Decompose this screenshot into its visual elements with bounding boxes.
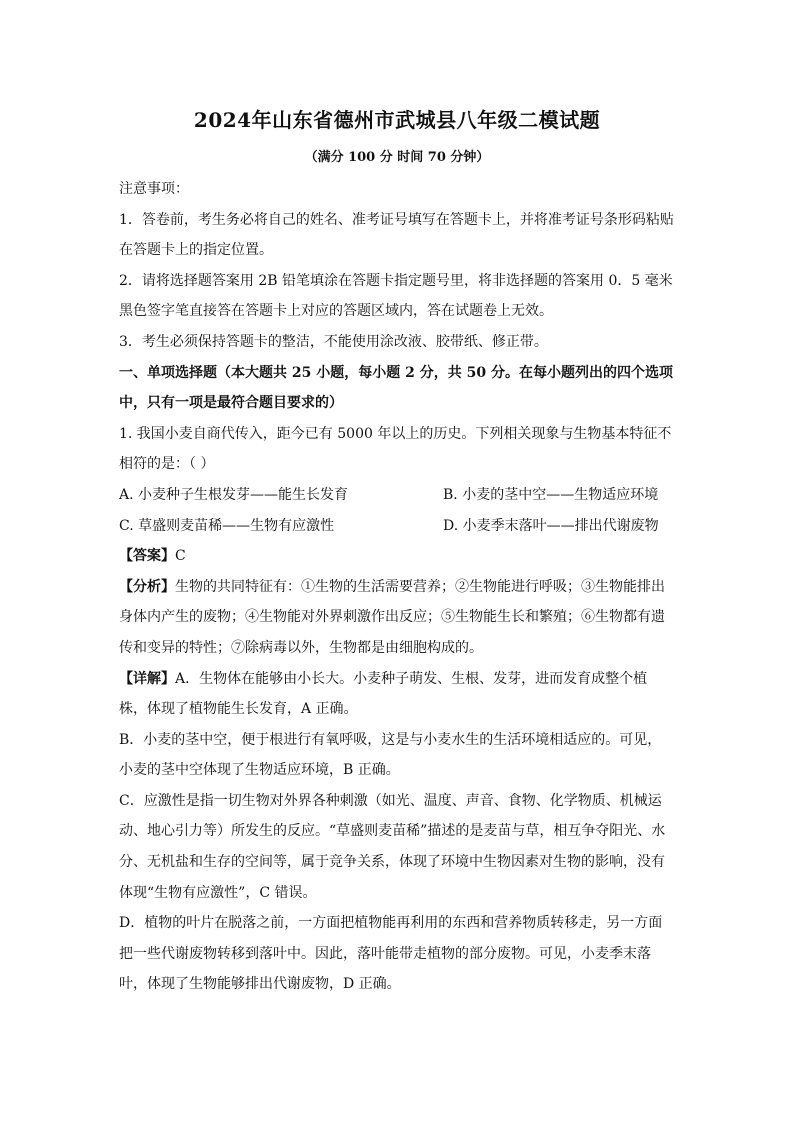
detail-line-3: B．小麦的茎中空，便于根进行有氧呼吸，这是与小麦水生的生活环境相适应的。可见， bbox=[119, 731, 662, 748]
detail-line-11: 叶，体现了生物能够排出代谢废物，D 正确。 bbox=[119, 976, 401, 993]
options-row-2 bbox=[119, 511, 679, 542]
notice-item-3-line-1: 3．考生必须保持答题卡的整洁，不能使用涂改液、胶带纸、修正带。 bbox=[119, 333, 548, 350]
detail-line-10: 把一些代谢废物转移到落叶中。因此，落叶能带走植物的部分废物。可见，小麦季末落 bbox=[119, 945, 651, 962]
options-row-1 bbox=[119, 480, 679, 511]
notice-item-2-line-2: 黑色签字笔直接答在答题卡上对应的答题区域内，答在试题卷上无效。 bbox=[119, 303, 553, 320]
answer-tag: 【答案】 bbox=[119, 548, 175, 565]
detail-line-2: 株，体现了植物能生长发育，A 正确。 bbox=[119, 701, 358, 718]
analysis-tag: 【分析】 bbox=[119, 578, 175, 595]
analysis-line-3: 传和变异的特性；⑦除病毒以外，生物都是由细胞构成的。 bbox=[119, 639, 483, 656]
analysis-line-1 bbox=[119, 572, 679, 603]
option-d: D. 小麦季末落叶——排出代谢废物 bbox=[443, 517, 659, 534]
option-b: B. 小麦的茎中空——生物适应环境 bbox=[443, 486, 659, 503]
answer-line bbox=[119, 541, 679, 572]
analysis-line-2: 身体内产生的废物；④生物能对外界刺激作出反应；⑤生物能生长和繁殖；⑥生物都有遗 bbox=[119, 609, 665, 626]
detail-tag: 【详解】 bbox=[119, 670, 175, 687]
notice-item-1-line-1: 1．答卷前，考生务必将自己的姓名、准考证号填写在答题卡上，并将准考证号条形码粘贴 bbox=[119, 211, 674, 228]
section-heading-line-2: 中，只有一项是最符合题目要求的） bbox=[119, 395, 343, 412]
page-title: 2024年山东省德州市武城县八年级二模试题 bbox=[193, 108, 601, 132]
notice-item-2-line-1: 2．请将选择题答案用 2B 铅笔填涂在答题卡指定题号里，将非选择题的答案用 0．5 毫米 bbox=[119, 272, 673, 289]
answer-value: C bbox=[175, 548, 186, 565]
analysis-text-1: 生物的共同特征有：①生物的生活需要营养；②生物能进行呼吸；③生物能排出 bbox=[175, 578, 665, 595]
notice-item-1-line-2: 在答题卡上的指定位置。 bbox=[119, 242, 273, 259]
detail-line-8: 体现“生物有应激性”，C 错误。 bbox=[119, 884, 317, 901]
option-a: A. 小麦种子生根发芽——能生长发育 bbox=[119, 486, 349, 503]
detail-line-6: 动、地心引力等）所发生的反应。“草盛则麦苗稀”描述的是麦苗与草，相互争夺阳光、水 bbox=[119, 823, 666, 840]
detail-line-1 bbox=[119, 664, 679, 695]
document-body bbox=[119, 174, 679, 1000]
option-c: C. 草盛则麦苗稀——生物有应激性 bbox=[119, 517, 335, 534]
question-stem-line-1: 1. 我国小麦自商代传入，距今已有 5000 年以上的历史。下列相关现象与生物基本特征不 bbox=[119, 425, 672, 442]
detail-text-1: A．生物体在能够由小长大。小麦种子萌发、生根、发芽，进而发育成整个植 bbox=[175, 670, 648, 687]
detail-line-9: D．植物的叶片在脱落之前，一方面把植物能再利用的东西和营养物质转移走，另一方面 bbox=[119, 915, 663, 932]
detail-line-4: 小麦的茎中空体现了生物适应环境，B 正确。 bbox=[119, 762, 400, 779]
question-stem-line-2: 相符的是：（ ） bbox=[119, 456, 215, 473]
page-subtitle: （满分 100 分 时间 70 分钟） bbox=[304, 150, 490, 165]
detail-line-5: C．应激性是指一切生物对外界各种刺激（如光、温度、声音、食物、化学物质、机械运 bbox=[119, 792, 662, 809]
section-heading-line-1: 一、单项选择题（本大题共 25 小题，每小题 2 分，共 50 分。在每小题列出的四个选项 bbox=[119, 364, 673, 381]
notice-heading: 注意事项： bbox=[119, 181, 189, 197]
detail-line-7: 分、无机盐和生存的空间等，属于竞争关系，体现了环境中生物因素对生物的影响，没有 bbox=[119, 854, 665, 871]
